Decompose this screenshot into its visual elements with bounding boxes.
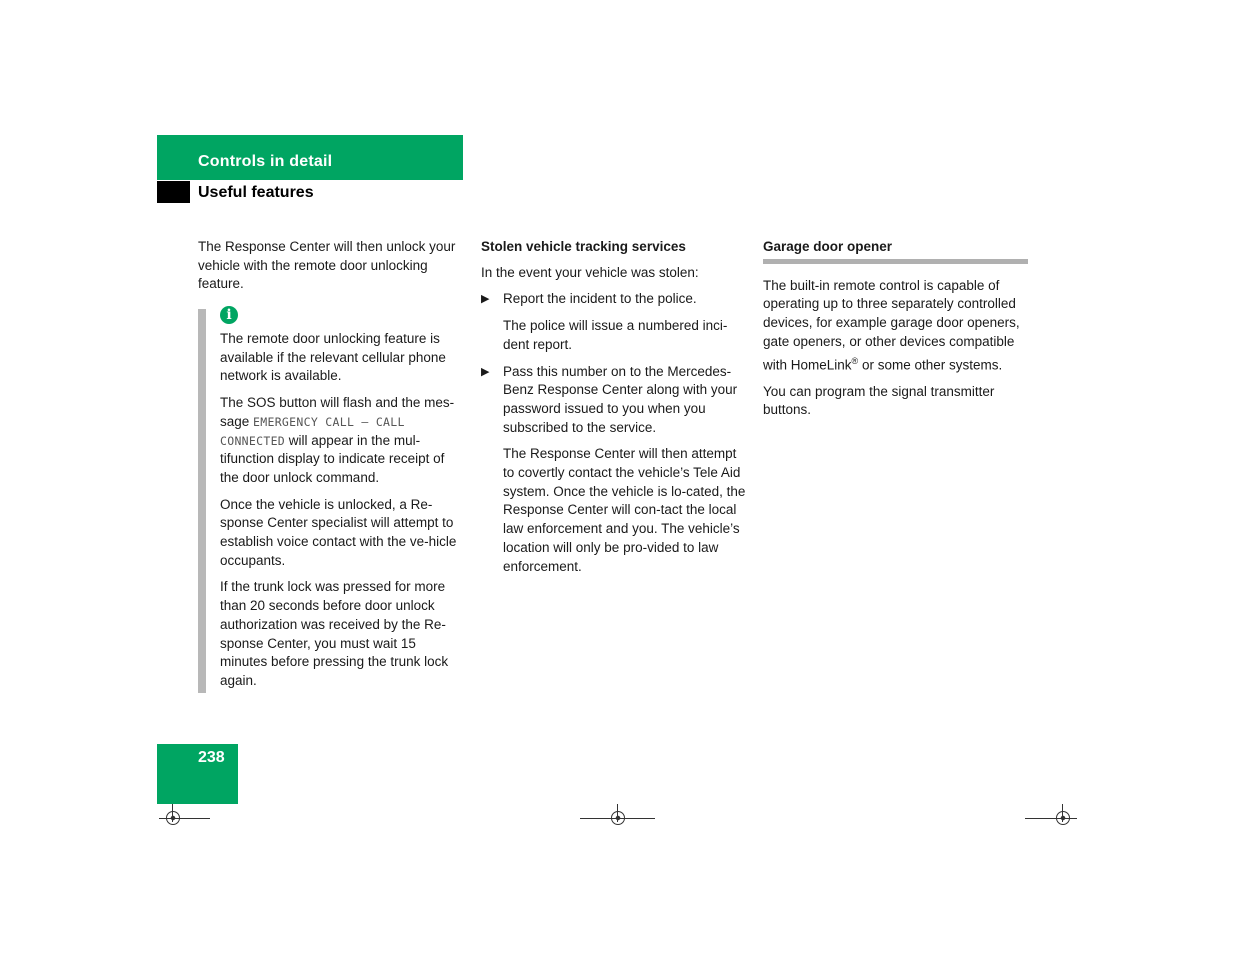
note-paragraph-2: The SOS button will flash and the mes-sage EMERGENCY CALL – CALL CONNECTED will appear in the mul-tifunction display to indicate receipt of the door unlock command. — [220, 395, 455, 485]
column-3 — [763, 238, 1031, 428]
registration-mark-icon — [1062, 804, 1063, 822]
garage-paragraph-2: You can program the signal transmitter buttons. — [763, 383, 995, 418]
garage-heading: Garage door opener — [763, 239, 893, 254]
step-2-detail: The Response Center will then attempt to covertly contact the vehicle’s Tele Aid system. Once the vehicle is lo-cated, the Response Center will con-tact the local law enforcement and you. The vehicle’s location will only be pro-vided to law enforcement. — [503, 446, 746, 574]
registration-mark-icon — [1056, 811, 1070, 825]
subsection-marker — [157, 181, 190, 203]
note-paragraph-1: The remote door unlocking feature is available if the relevant cellular phone network is available. — [220, 331, 446, 384]
garage-paragraph-1: The built-in remote control is capable of operating up to three separately controlled devices, for example garage door openers, gate openers, or other devices compatible with HomeLink® or some other systems. — [763, 277, 1020, 373]
page-number: 238 — [198, 749, 225, 766]
step-2-text: Pass this number on to the Mercedes-Benz Response Center along with your password issued to you when you subscribed to the service. — [503, 363, 738, 435]
heading-rule — [763, 259, 1028, 264]
triangle-bullet-icon: ▶ — [481, 365, 490, 378]
note-paragraph-3: Once the vehicle is unlocked, a Re-sponse Center specialist will attempt to establish voice contact with the ve-hicle occupants. — [220, 496, 457, 568]
note-bar — [198, 309, 206, 693]
subsection-title: Useful features — [198, 184, 314, 201]
registration-mark-icon — [611, 811, 625, 825]
column-2 — [481, 238, 751, 584]
step-1-detail: The police will issue a numbered inci-dent report. — [503, 318, 728, 352]
info-icon: i — [220, 306, 238, 324]
section-title: Controls in detail — [198, 153, 333, 170]
stolen-vehicle-heading: Stolen vehicle tracking services — [481, 239, 686, 254]
triangle-bullet-icon: ▶ — [481, 293, 490, 306]
registration-mark-icon — [172, 804, 173, 822]
step-2 — [481, 363, 751, 438]
registration-mark-icon — [617, 804, 618, 822]
step-1-text: Report the incident to the police. — [503, 291, 697, 307]
column-1 — [198, 238, 468, 302]
note-paragraph-4: If the trunk lock was pressed for more than 20 seconds before door unlock authorization was received by the Re-sponse Center, you must wait 15 minutes before pressing the trunk lock again. — [220, 579, 449, 688]
step-1 — [481, 290, 751, 309]
registration-mark-icon — [166, 811, 180, 825]
stolen-intro: In the event your vehicle was stolen: — [481, 264, 699, 280]
display-message: EMERGENCY CALL – CALL CONNECTED — [220, 414, 405, 448]
info-note — [220, 306, 466, 699]
intro-paragraph: The Response Center will then unlock your vehicle with the remote door unlocking feature. — [198, 239, 456, 292]
